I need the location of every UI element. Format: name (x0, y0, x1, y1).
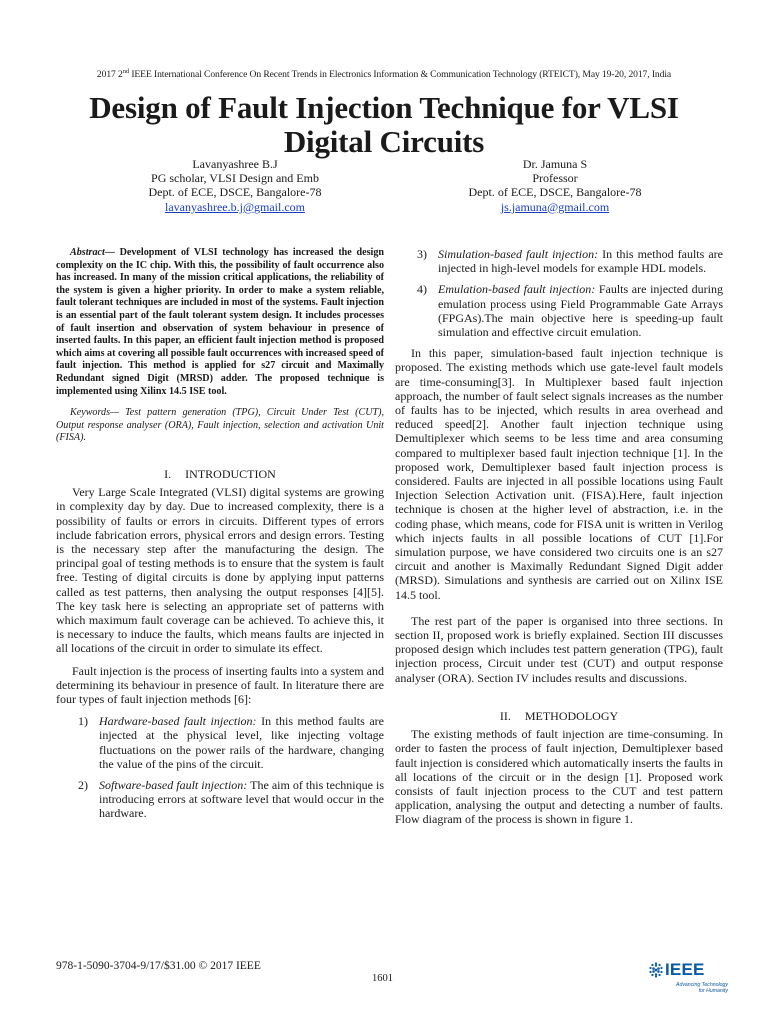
method-description: In this method faults are injected at the physical level, like injecting voltage fluctuations on the power rails of the hardware, changing the value of the pins of the circuit. (99, 714, 384, 771)
author-email-link[interactable]: lavanyashree.b.j@gmail.com (164, 199, 305, 214)
copyright-notice: 978-1-5090-3704-9/17/$31.00 © 2017 IEEE (56, 960, 261, 972)
right-column (395, 247, 723, 827)
author-name: Dr. Jamuna S (522, 157, 588, 171)
method-description: The aim of this technique is introducing errors at software level that would occur in the hardware. (99, 777, 384, 821)
author-email-link[interactable]: js.jamuna@gmail.com (500, 199, 610, 214)
author-role: PG scholar, VLSI Design and Emb (151, 171, 319, 186)
conference-header (40, 68, 728, 80)
intro-paragraph-3: In this paper, simulation-based fault injection technique is proposed. The existing methods which use gate-level fault models are time-consuming[3]. In Multiplexer based fault injection approach, the number of fault select signals increases as the number of faults has to be injected, which results in area overhead and reduced speed[2]. Another fault injection technique using Demultiplexer which seems to be less time and area consuming compared to multiplexer based fault injection technique [1]. In the proposed work, Demultiplexer based fault injection process is considered. Faults are injected in all possible locations using Fault Injection Selection Activation unit. (FISA).Here, fault injection technique is chosen at the higher level of abstraction, i.e. in the coding phase, which means, code for FISA unit is written in Verilog which injects faults in all possible locations of CUT [1].For simulation purpose, we have considered two circuits one is an s27 circuit and another is Maximally Redundant Signed Digit adder (MRSD). Simulations and synthesis are carried out on Xilinx ISE 14.5 tool. (395, 346, 723, 602)
author-role: Professor (532, 171, 578, 186)
list-item (395, 282, 723, 339)
author-block-1 (110, 157, 360, 214)
method-description: Faults are injected during emulation process using Field Programmable Gate Arrays (FPGAs).The main objective here is speeding-up fault simulation and effective circuit emulation. (438, 282, 723, 340)
paper-title-line-1: Design of Fault Injection Technique for VLSI (89, 90, 679, 125)
conference-year: 2017 2 (96, 69, 123, 81)
method-name: Hardware-based fault injection: (99, 714, 257, 729)
method-name: Emulation-based fault injection: (438, 282, 596, 297)
ieee-tagline-line-1: Advancing Technology (675, 982, 728, 988)
list-item (56, 714, 384, 771)
author-affiliation: Dept. of ECE, DSCE, Bangalore-78 (148, 185, 322, 200)
list-marker: 1) (78, 714, 88, 729)
intro-paragraph-2: Fault injection is the process of inserting faults into a system and determining its behaviour in presence of fault. In literature there are four types of fault injection methods [6]: (56, 663, 384, 706)
methodology-paragraph-1: The existing methods of fault injection are time-consuming. In order to fasten the process of fault injection, Demultiplexer based fault injection is considered which automatically inserts the faults in all locations of the circuit or in the design [1]. Proposed work consists of fault injection process to the CUT and test pattern application, analysing the output and detecting a number of faults. Flow diagram of the process is shown in figure 1. (395, 727, 723, 827)
ieee-logo (648, 962, 728, 1002)
left-column (56, 247, 384, 828)
ieee-tagline (668, 982, 728, 994)
abstract-lead: Abstract (70, 247, 105, 258)
abstract (56, 247, 384, 398)
section-title: METHODOLOGY (524, 708, 619, 723)
section-title: INTRODUCTION (185, 466, 276, 481)
author-block-2 (430, 157, 680, 214)
intro-paragraph-4: The rest part of the paper is organised into three sections. In section II, proposed work is briefly explained. Section III discusses proposed design which includes test pattern generation (TPG), fault injection process, Circuit under test (CUT) and output response analyser (ORA). Section IV includes results and discussions. (395, 613, 723, 685)
conference-ordinal: nd (122, 68, 130, 75)
abstract-text: — Development of VLSI technology has increased the design complexity on the IC chip. With this, the possibility of fault occurrence also has increased. In many of the mission critical applications, the reliability of the system is given a higher priority. In order to make a system reliable, fault tolerant techniques are included in most of the systems. Fault injection is an essential part of the fault tolerant system design. It includes processes of fault insertion and observation of system behaviour in presence of inserted faults. In this paper, an efficient fault injection method is proposed which aims at covering all possible fault occurrences with increased speed of fault injection. This method is applied for s27 circuit and Maximally Redundant signed Digit (MRSD) adder. The proposed technique is implemented using Xilinx 14.5 ISE tool. (56, 247, 384, 397)
method-description: In this method faults are injected in high-level models for example HDL models. (438, 247, 723, 276)
paper-title-line-2: Digital Circuits (283, 124, 485, 159)
keywords: Keywords— Test pattern generation (TPG), Circuit Under Test (CUT), Output response analyser (ORA), Fault injection, selection and activation Unit (FISA). (56, 407, 384, 444)
method-name: Software-based fault injection: (99, 777, 248, 792)
ieee-tagline-line-2: for Humanity (698, 988, 728, 994)
author-name: Lavanyashree B.J (192, 157, 278, 171)
section-heading-introduction (56, 467, 384, 481)
section-number: II. (499, 708, 511, 723)
page-number: 1601 (372, 973, 393, 984)
list-marker: 2) (78, 777, 88, 792)
conference-name: IEEE International Conference On Recent Trends in Electronics Information & Communication Technology (RTEICT), May 19-20, 2017, India (129, 69, 672, 81)
list-item (56, 778, 384, 821)
fault-injection-methods-list-continued (395, 247, 723, 339)
list-item (395, 247, 723, 275)
section-number: I. (164, 466, 172, 481)
author-affiliation: Dept. of ECE, DSCE, Bangalore-78 (468, 185, 642, 200)
section-heading-methodology (395, 709, 723, 723)
intro-paragraph-1: Very Large Scale Integrated (VLSI) digital systems are growing in complexity day by day. Due to increased complexity, there is a possibility of faults or errors in circuits. Different types of errors include fabrication errors, physical errors and design errors. Testing is the necessary step after the manufacturing the design. The principal goal of testing methods is to ensure that the system is fault free. Testing of digital circuits is done by applying input patterns called as test patterns, then analysing the output responses [4][5]. The key task here is selecting an appropriate set of patterns with which maximum fault coverage can be achieved. To achieve this, it is necessary to induce the faults, which means faults are injected in all locations of the circuit in order to simulate its effect. (56, 485, 384, 656)
list-marker: 3) (417, 247, 427, 261)
list-marker: 4) (417, 282, 427, 297)
ieee-globe-icon (648, 962, 664, 978)
ieee-wordmark: IEEE (665, 960, 705, 979)
method-name: Simulation-based fault injection: (438, 247, 599, 261)
paper-title (40, 91, 728, 159)
fault-injection-methods-list (56, 714, 384, 820)
